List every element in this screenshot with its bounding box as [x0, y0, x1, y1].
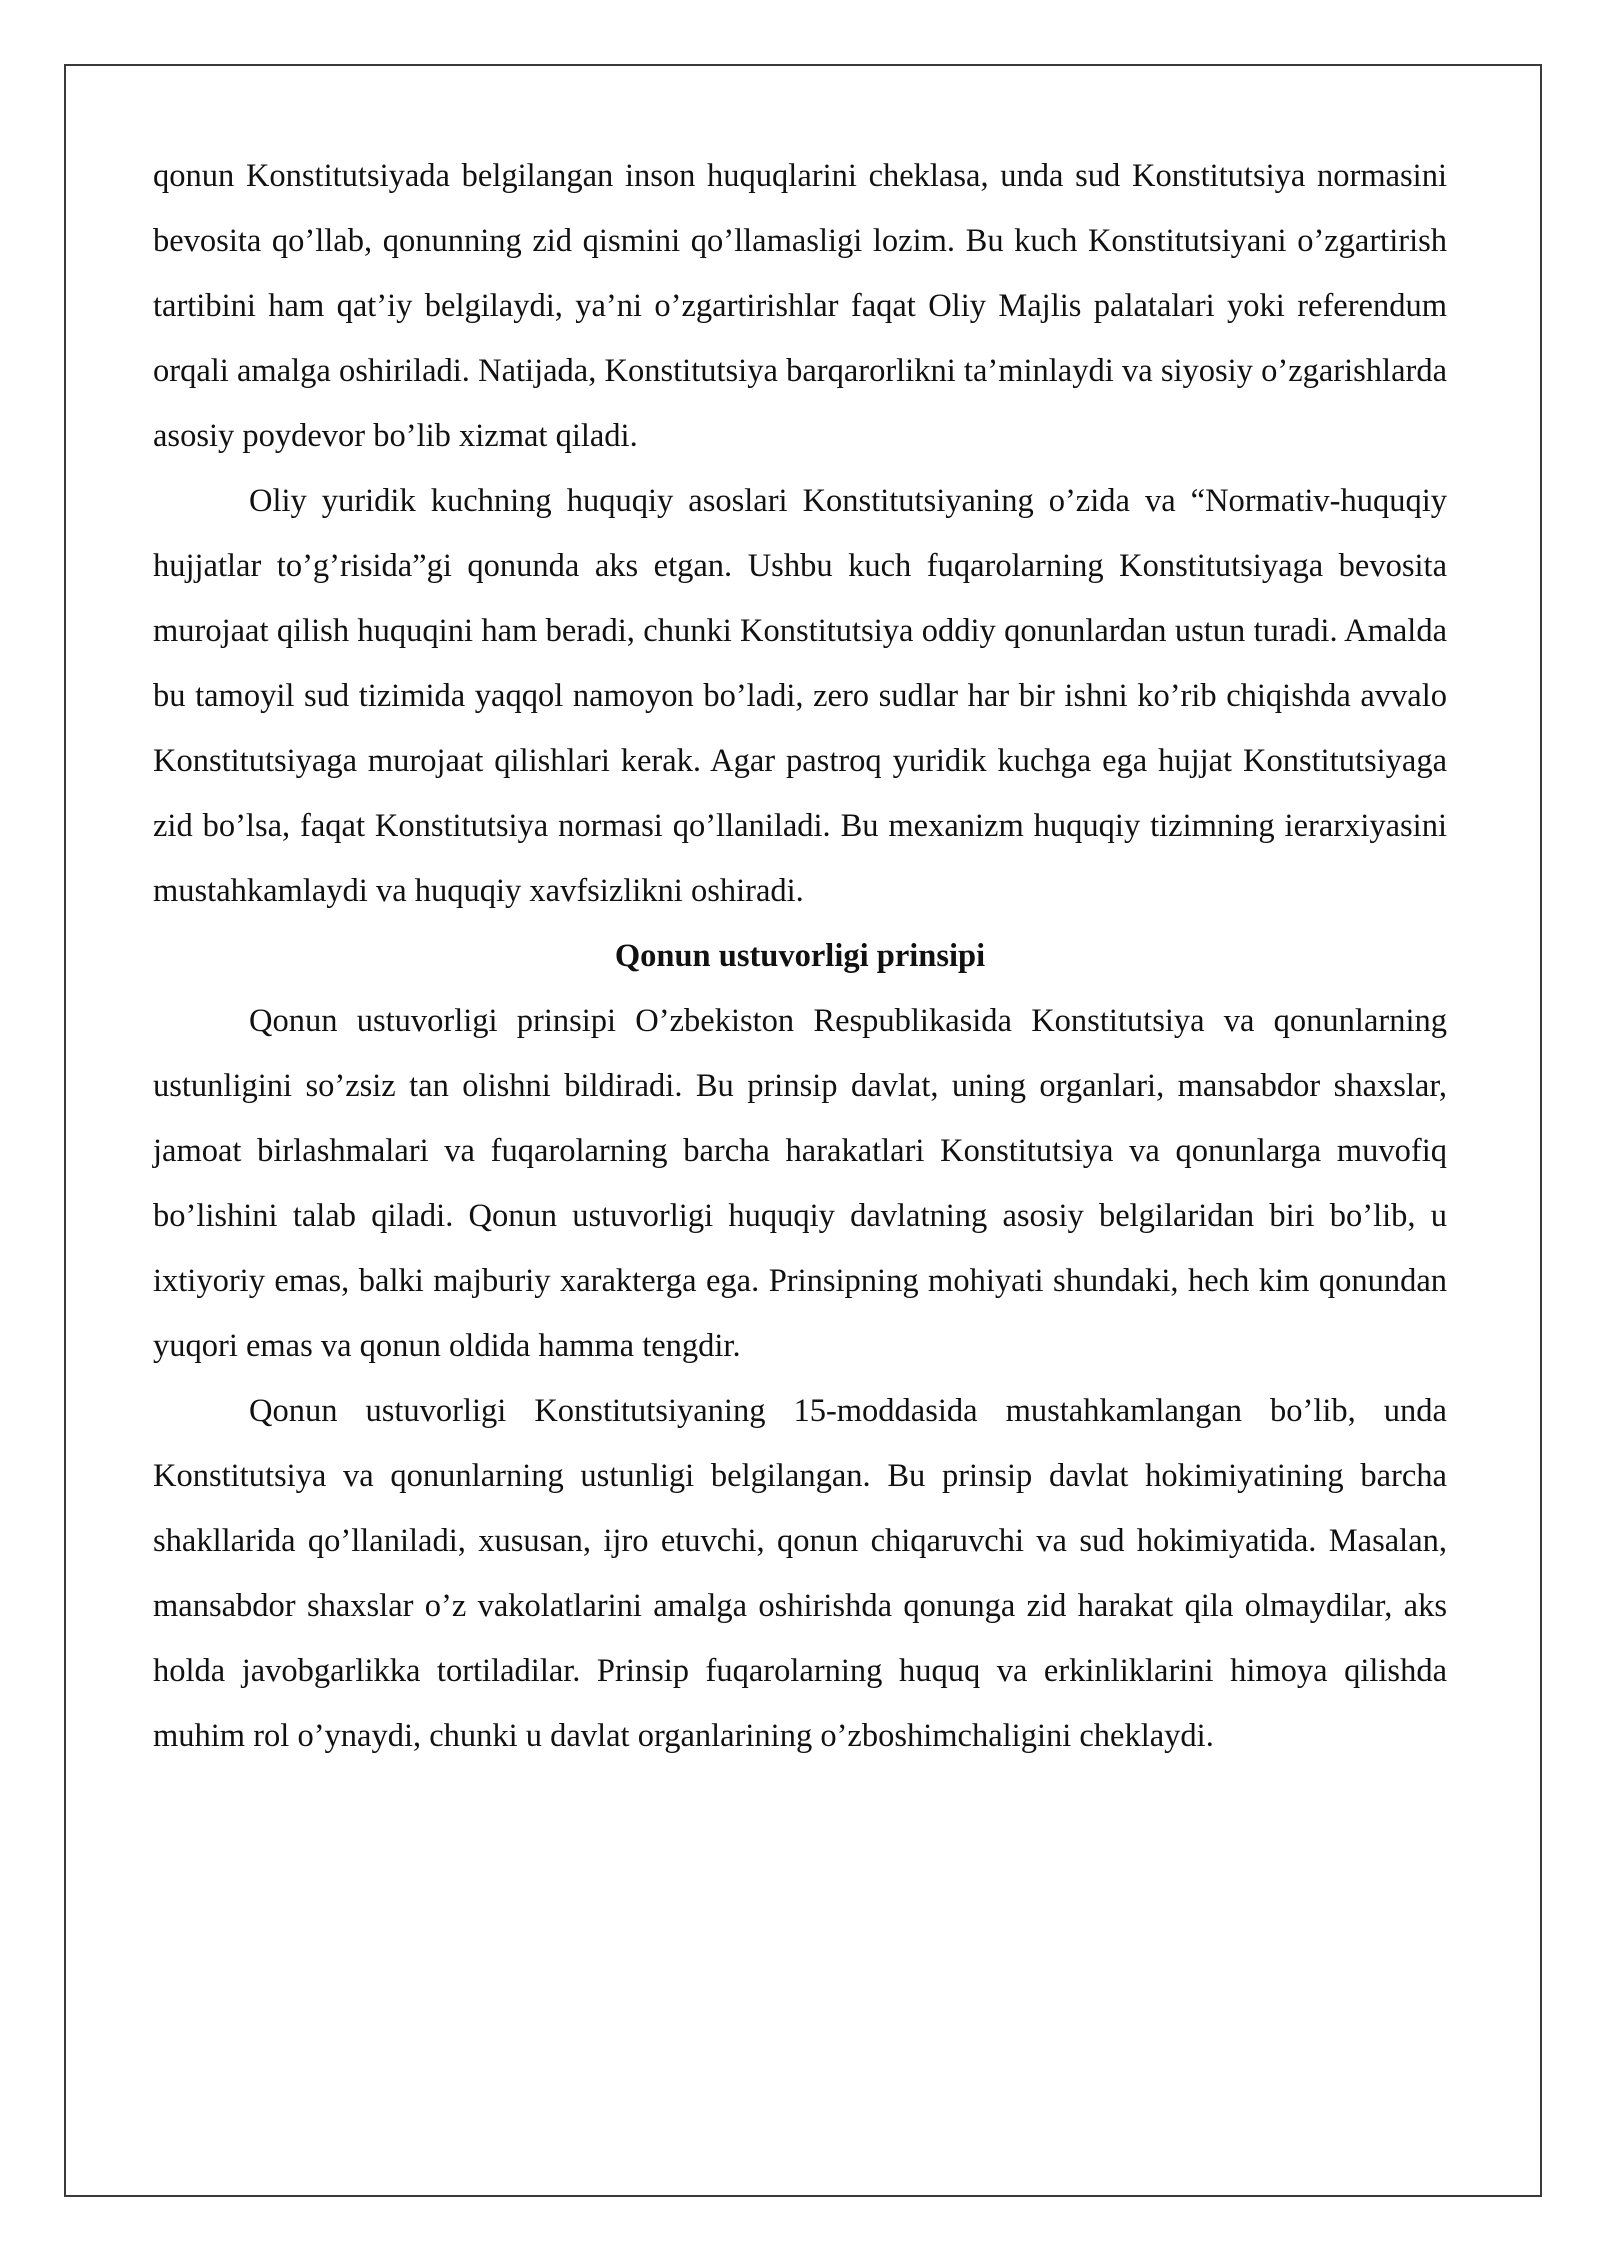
- paragraph-continuation: qonun Konstitutsiyada belgilangan inson huquqlarini cheklasa, unda sud Konstitutsiya normasini bevosita qo’llab, qonunning zid qismini qo’llamasligi lozim. Bu kuch Konstitutsiyani o’zgartirish tartibini ham qat’iy belgilaydi, ya’ni o’zgartirishlar faqat Oliy Majlis palatalari yoki referendum orqali amalga oshiriladi. Natijada, Konstitutsiya barqarorlikni ta’minlaydi va siyosiy o’zgarishlarda asosiy poydevor bo’lib xizmat qiladi.: [153, 158, 1447, 454]
- paragraph-rule-of-law-definition: Qonun ustuvorligi prinsipi O’zbekiston Respublikasida Konstitutsiya va qonunlarning ustunligini so’zsiz tan olishni bildiradi. Bu prinsip davlat, uning organlari, mansabdor shaxslar, jamoat birlashmalari va fuqarolarning barcha harakatlari Konstitutsiya va qonunlarga muvofiq bo’lishini talab qiladi. Qonun ustuvorligi huquqiy davlatning asosiy belgilaridan biri bo’lib, u ixtiyoriy emas, balki majburiy xarakterga ega. Prinsipning mohiyati shundaki, hech kim qonundan yuqori emas va qonun oldida hamma tengdir.: [153, 1003, 1447, 1364]
- paragraph-legal-basis: Oliy yuridik kuchning huquqiy asoslari Konstitutsiyaning o’zida va “Normativ-huquqiy hujjatlar to’g’risida”gi qonunda aks etgan. Ushbu kuch fuqarolarning Konstitutsiyaga bevosita murojaat qilish huquqini ham beradi, chunki Konstitutsiya oddiy qonunlardan ustun turadi. Amalda bu tamoyil sud tizimida yaqqol namoyon bo’ladi, zero sudlar har bir ishni ko’rib chiqishda avvalo Konstitutsiyaga murojaat qilishlari kerak. Agar pastroq yuridik kuchga ega hujjat Konstitutsiyaga zid bo’lsa, faqat Konstitutsiya normasi qo’llaniladi. Bu mexanizm huquqiy tizimning ierarxiyasini mustahkamlaydi va huquqiy xavfsizlikni oshiradi.: [153, 483, 1447, 909]
- paragraph-article-15: Qonun ustuvorligi Konstitutsiyaning 15-moddasida mustahkamlangan bo’lib, unda Konstitutsiya va qonunlarning ustunligi belgilangan. Bu prinsip davlat hokimiyatining barcha shakllarida qo’llaniladi, xususan, ijro etuvchi, qonun chiqaruvchi va sud hokimiyatida. Masalan, mansabdor shaxslar o’z vakolatlarini amalga oshirishda qonunga zid harakat qila olmaydilar, aks holda javobgarlikka tortiladilar. Prinsip fuqarolarning huquq va erkinliklarini himoya qilishda muhim rol o’ynaydi, chunki u davlat organlarining o’zboshimchaligini cheklaydi.: [153, 1393, 1447, 1754]
- document-body: [153, 144, 1447, 1769]
- section-heading: Qonun ustuvorligi prinsipi: [614, 938, 986, 974]
